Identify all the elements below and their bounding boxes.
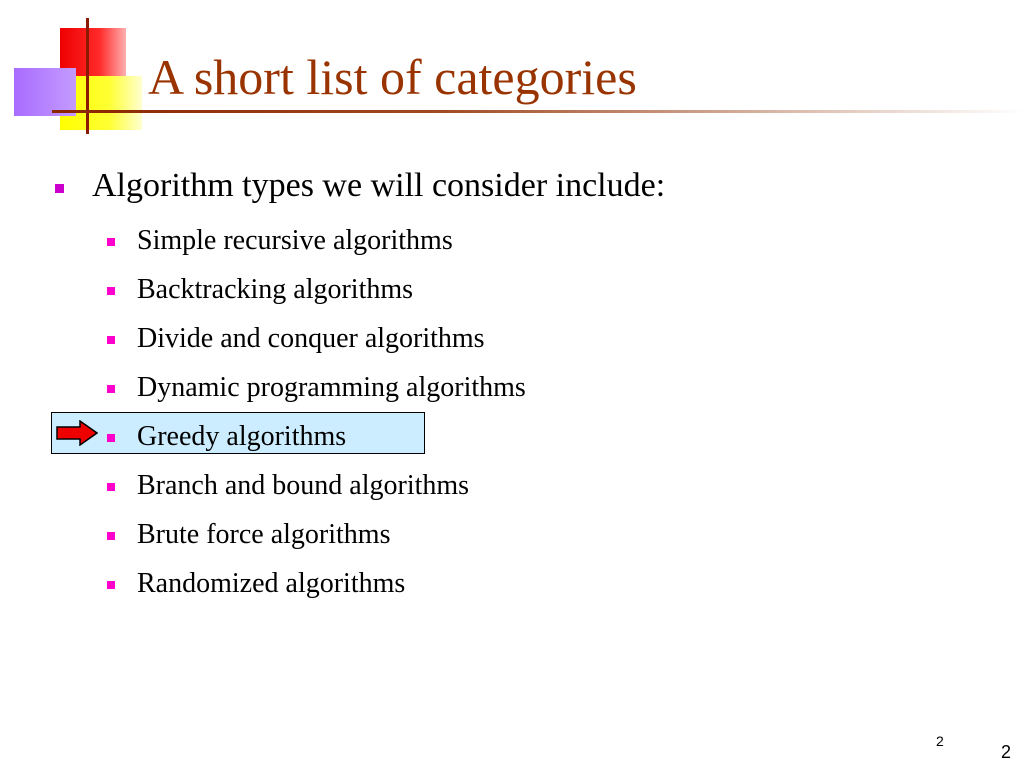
page-number: 2 [1001,742,1012,762]
list-item [0,563,640,603]
sub-bullet-marker [107,238,115,246]
list-item [0,220,640,260]
sub-bullet-marker [107,336,115,344]
list-item [0,318,640,358]
sub-bullet-marker [107,385,115,393]
list-item [0,465,640,505]
sub-bullet-marker [107,287,115,295]
list-item-text: Backtracking algorithms [137,274,414,305]
list-item [0,269,640,309]
list-item-text: Greedy algorithms [137,421,347,452]
sub-bullet-marker [107,532,115,540]
sub-bullet-marker [107,581,115,589]
list-item-text: Dynamic programming algorithms [137,372,526,403]
list-item [0,367,640,407]
list-item-text: Brute force algorithms [137,519,391,550]
sub-bullet-marker [107,483,115,491]
list-item [0,514,640,554]
main-bullet-text: Algorithm types we will consider include: [92,167,666,204]
list-item-text: Divide and conquer algorithms [137,323,485,354]
list-item-highlighted [0,416,640,456]
main-bullet-marker [55,184,64,193]
slide-number: 2 [936,733,944,749]
list-item-text: Simple recursive algorithms [137,225,453,256]
sub-bullet-marker [107,434,115,442]
list-item-text: Randomized algorithms [137,568,406,599]
slide-title: A short list of categories [148,49,637,105]
list-item-text: Branch and bound algorithms [137,470,470,501]
